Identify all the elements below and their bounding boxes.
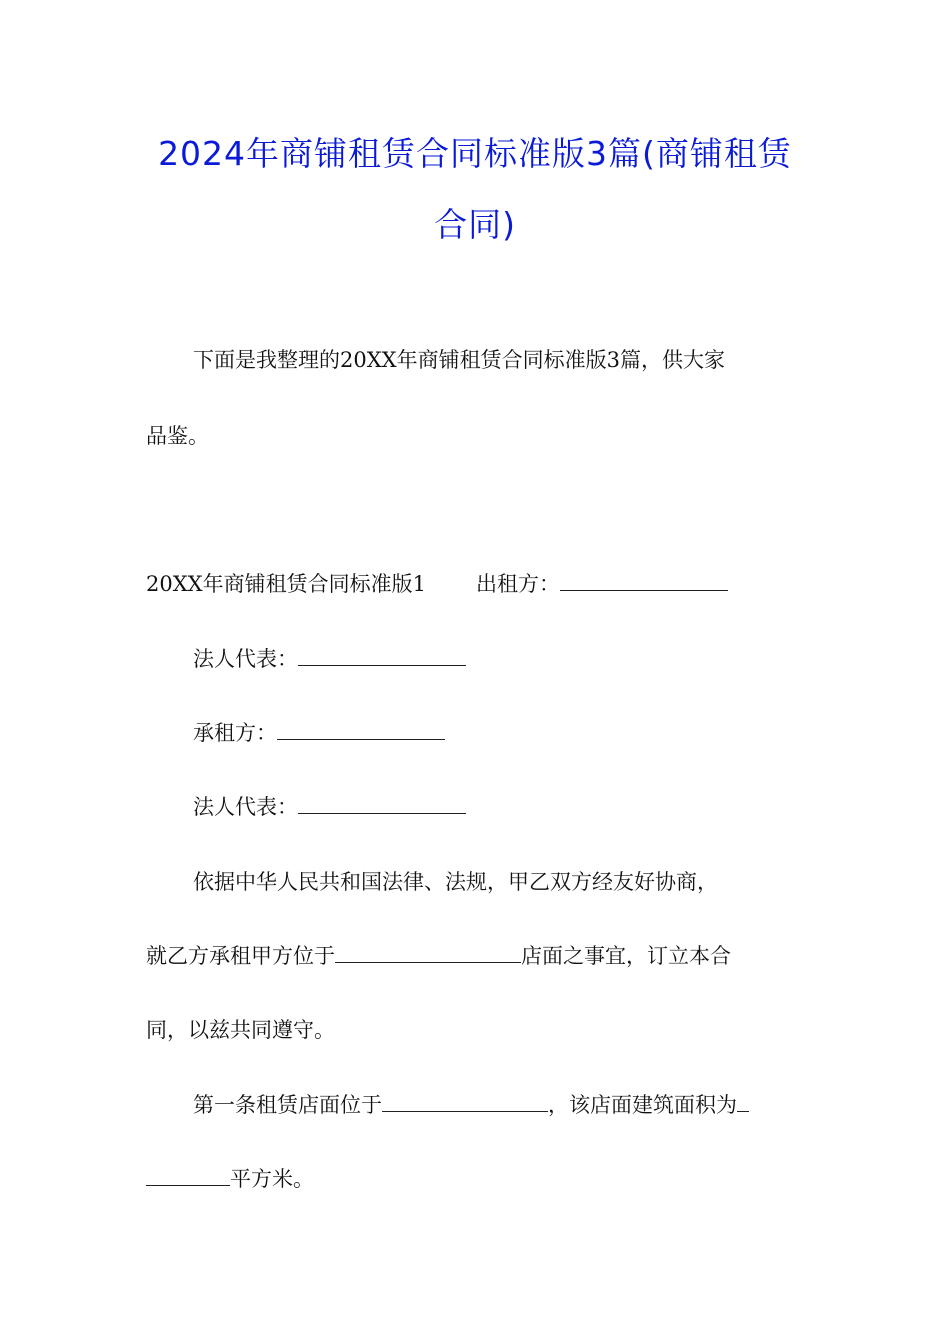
document-title-line-2: 合同): [434, 205, 516, 244]
lessee-row: [193, 719, 445, 747]
article-1-b: ，该店面建筑面积为: [548, 1093, 737, 1117]
legal-rep-row-1: [193, 645, 466, 673]
document-title-line-1: 2024年商铺租赁合同标准版3篇(商铺租赁: [158, 134, 792, 173]
article-1-c: 平方米。: [230, 1167, 314, 1191]
preamble-line-1: 依据中华人民共和国法律、法规，甲乙双方经友好协商，: [193, 870, 718, 894]
legal-rep-label-2: 法人代表：: [193, 795, 298, 819]
article-1-location-blank: [382, 1091, 548, 1112]
area-blank-start: [737, 1091, 749, 1112]
legal-rep-blank-1: [298, 645, 466, 666]
preamble-line-2-b: 店面之事宜，订立本合: [521, 944, 731, 968]
preamble-line-3: 同，以兹共同遵守。: [146, 1018, 335, 1042]
contract-heading: 20XX年商铺租赁合同标准版1: [146, 572, 426, 596]
lessee-blank: [277, 719, 445, 740]
preamble-line-2: [146, 942, 731, 970]
article-1-a: 第一条租赁店面位于: [193, 1093, 382, 1117]
lessor-label: 出租方：: [475, 572, 560, 596]
intro-line-1: 下面是我整理的20XX年商铺租赁合同标准版3篇，供大家: [193, 348, 725, 372]
legal-rep-label-1: 法人代表：: [193, 647, 298, 671]
article-1-line-1: [193, 1091, 749, 1119]
preamble-line-2-a: 就乙方承租甲方位于: [146, 944, 335, 968]
legal-rep-row-2: [193, 793, 466, 821]
article-1-line-2: [146, 1165, 314, 1193]
area-blank-end: [146, 1165, 230, 1186]
contract-heading-row: [146, 570, 728, 598]
lessor-blank: [560, 570, 728, 591]
shop-location-blank: [335, 942, 521, 963]
lessee-label: 承租方：: [193, 721, 277, 745]
legal-rep-blank-2: [298, 793, 466, 814]
intro-line-2: 品鉴。: [146, 424, 209, 448]
